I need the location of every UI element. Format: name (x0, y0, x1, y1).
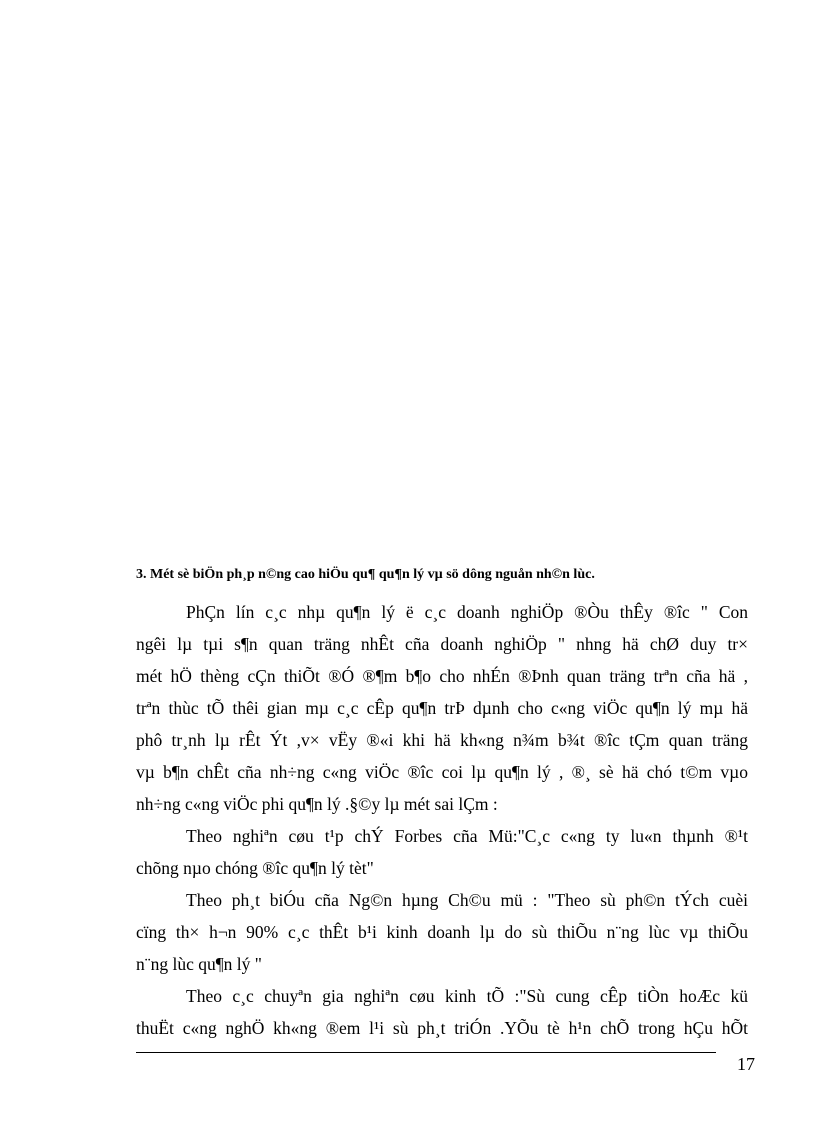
text-line: PhÇn lín c¸c nhµ qu¶n lý ë c¸c doanh nghiÖp ®Òu thÊy ®îc " Con (186, 602, 748, 622)
text-line: chõng nµo chóng ®îc qu¶n lý tèt" (136, 858, 374, 878)
text-line: thuËt c«ng nghÖ kh«ng ®em l¹i sù ph¸t triÓn .YÕu tè h¹n chÕ trong hÇu hÕt (136, 1018, 748, 1038)
text-line: n¨ng lùc qu¶n lý " (136, 954, 262, 974)
paragraph (136, 884, 748, 980)
footer-divider (136, 1052, 716, 1053)
text-line: Theo ph¸t biÓu cña Ng©n hµng Ch©u mü : "Theo sù ph©n tÝch cuèi (186, 890, 748, 910)
text-line: Theo nghiªn cøu t¹p chÝ Forbes cña Mü:"C¸c c«ng ty lu«n thµnh ®¹t (186, 826, 748, 846)
text-line: ngêi lµ tµi s¶n quan träng nhÊt cña doanh nghiÖp " nhng hä chØ duy tr× (136, 634, 748, 654)
text-line: nh÷ng c«ng viÖc phi qu¶n lý .§©y lµ mét sai lÇm : (136, 794, 498, 814)
text-line: cïng th× h¬n 90% c¸c thÊt b¹i kinh doanh lµ do sù thiÕu n¨ng lùc vµ thiÕu (136, 922, 748, 942)
text-line: mét hÖ thèng cÇn thiÕt ®Ó ®¶m b¶o cho nhÉn ®Þnh quan träng trªn cña hä , (136, 666, 748, 686)
text-line: trªn thùc tÕ thêi gian mµ c¸c cÊp qu¶n trÞ dµnh cho c«ng viÖc qu¶n lý mµ hä (136, 698, 748, 718)
paragraph (136, 980, 748, 1044)
body-text (136, 596, 748, 1044)
page-number: 17 (737, 1054, 755, 1074)
text-line: Theo c¸c chuyªn gia nghiªn cøu kinh tÕ :"Sù cung cÊp tiÒn hoÆc kü (186, 986, 748, 1006)
text-line: vµ b¶n chÊt cña nh÷ng c«ng viÖc ®îc coi lµ qu¶n lý , ®¸ sè hä chó t©m vµo (136, 762, 748, 782)
text-line: phô tr¸nh lµ rÊt Ýt ,v× vËy ®«i khi hä kh«ng n¾m b¾t ®îc tÇm quan träng (136, 730, 748, 750)
paragraph (136, 820, 748, 884)
section-heading: 3. Mét sè biÖn ph¸p n©ng cao hiÖu qu¶ qu¶n lý vµ sö dông nguån nh©n lùc. (136, 567, 595, 582)
paragraph (136, 596, 748, 820)
